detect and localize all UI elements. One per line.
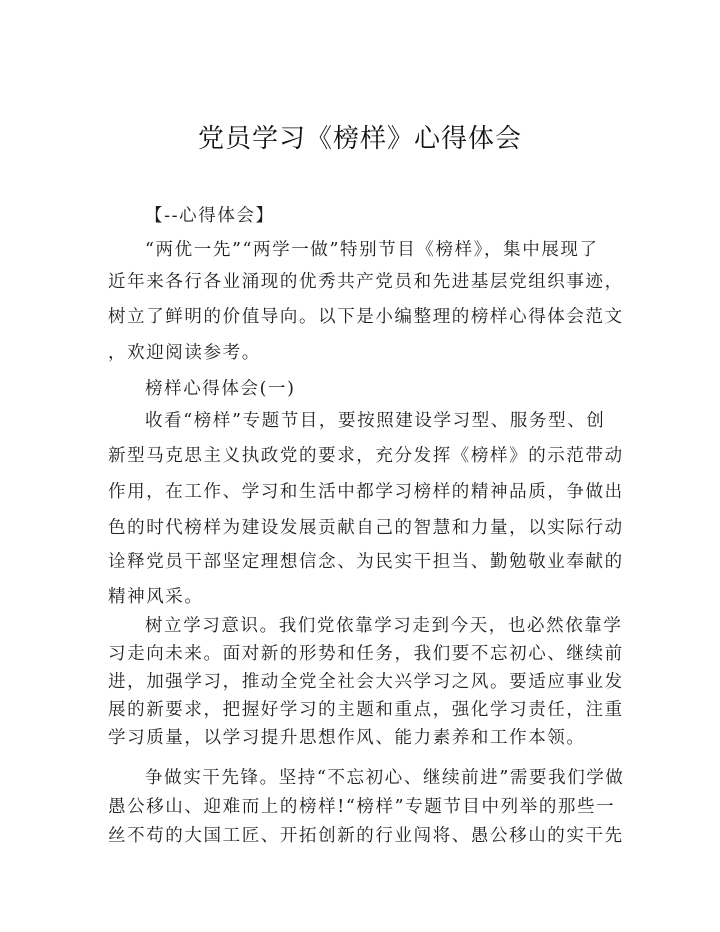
document-title: 党员学习《榜样》心得体会	[197, 124, 522, 154]
intro-line: “两优一先”“两学一做”特别节目《榜样》，集中展现了	[145, 240, 599, 260]
paragraph-line: 丝不苟的大国工匠、开拓创新的行业闯将、愚公移山的实干先	[108, 826, 624, 846]
paragraph-line: 展的新要求，把握好学习的主题和重点，强化学习责任，注重	[108, 700, 624, 720]
paragraph-line: 习走向未来。面对新的形势和任务，我们要不忘初心、继续前	[108, 644, 624, 664]
paragraph-line: 树立学习意识。我们党依靠学习走到今天，也必然依靠学	[145, 616, 623, 636]
category-tag: 【--心得体会】	[145, 206, 275, 226]
paragraph-line: 精神风采。	[108, 587, 204, 607]
paragraph-line: 作用，在工作、学习和生活中都学习榜样的精神品质，争做出	[108, 482, 624, 502]
intro-line: 近年来各行各业涌现的优秀共产党员和先进基层党组织事迹，	[108, 272, 624, 292]
paragraph-line: 诠释党员干部坚定理想信念、为民实干担当、勤勉敬业奉献的	[108, 552, 624, 572]
section-heading: 榜样心得体会(一)	[145, 379, 296, 399]
paragraph-line: 争做实干先锋。坚持“不忘初心、继续前进”需要我们学做	[145, 768, 625, 788]
intro-line: ，欢迎阅读参考。	[108, 343, 261, 363]
paragraph-line: 愚公移山、迎难而上的榜样!“榜样”专题节目中列举的那些一	[108, 797, 616, 817]
paragraph-line: 新型马克思主义执政党的要求，充分发挥《榜样》的示范带动	[108, 446, 624, 466]
intro-line: 树立了鲜明的价值导向。以下是小编整理的榜样心得体会范文	[108, 307, 624, 327]
paragraph-line: 进，加强学习，推动全党全社会大兴学习之风。要适应事业发	[108, 672, 624, 692]
paragraph-line: 学习质量，以学习提升思想作风、能力素养和工作本领。	[108, 728, 586, 748]
paragraph-line: 色的时代榜样为建设发展贡献自己的智慧和力量，以实际行动	[108, 518, 624, 538]
paragraph-line: 收看“榜样”专题节目，要按照建设学习型、服务型、创	[145, 411, 606, 431]
